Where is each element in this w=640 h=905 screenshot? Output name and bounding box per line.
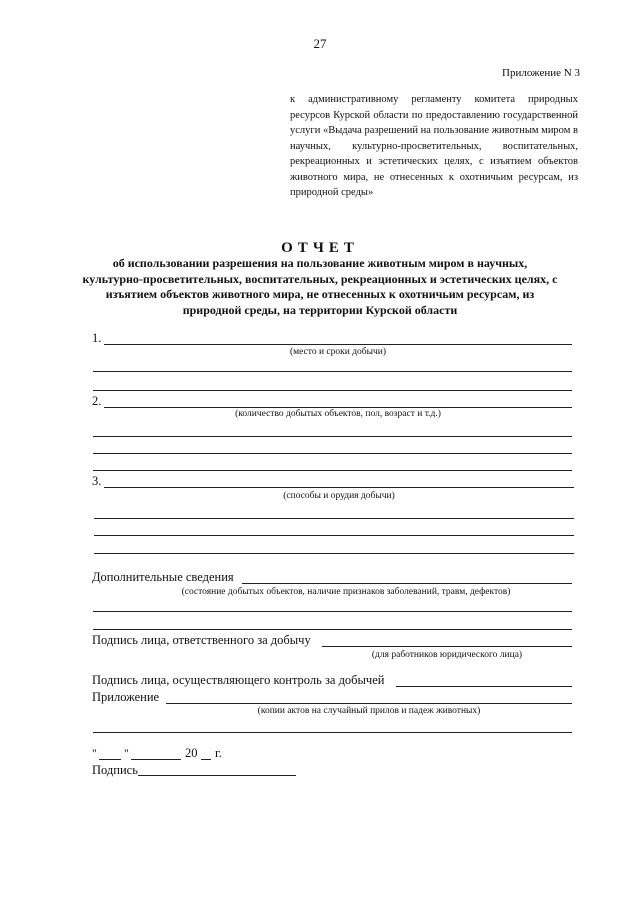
field-2-hint: (количество добытых объектов, пол, возраст и т.д.) [235,409,441,419]
responsible-signature-hint: (для работников юридического лица) [371,650,523,660]
page-number: 27 [313,36,327,51]
appendix-label: Приложение N 3 [502,67,580,79]
field-3-number: 3. [92,474,102,488]
responsible-signature-line[interactable] [322,646,572,647]
field-3-line-4[interactable] [94,553,574,554]
date-day-line[interactable] [99,759,121,760]
field-2-line-2[interactable] [93,436,572,437]
field-1-line-3[interactable] [93,390,572,391]
field-1-hint: (место и сроки добычи) [289,347,387,357]
date-year-suffix: г. [215,746,222,760]
report-subtitle: об использовании разрешения на пользование животным миром в научных, культурно-просветительных, воспитательных, рекреационных и эстетических целях, с изъятием объектов животного мира, не отнесенных к охотничьим ресурсам, из природной среды, на территории Курской области [82,256,558,317]
field-3-line[interactable] [104,487,574,488]
attachment-line-2[interactable] [93,732,572,733]
date-year-prefix: 20 [185,746,198,760]
responsible-signature-label: Подпись лица, ответственного за добычу [92,633,311,647]
field-2-number: 2. [92,394,102,408]
field-1-line-2[interactable] [93,371,572,372]
extra-info-line-3[interactable] [93,629,572,630]
report-title: ОТЧЕТ [281,240,359,256]
field-3-line-3[interactable] [94,535,574,536]
regulation-reference: к административному регламенту комитета природных ресурсов Курской области по предоставлению государственной услуги «Выдача разрешений на пользование животным миром в научных, культурно-просветительных, воспитательных, рекреационных и эстетических целях, с изъятием объектов животного мира, не отнесенных к охотничьим ресурсам, из природной среды» [290,94,578,198]
date-quote-close: " [124,746,129,760]
attachment-hint: (копии актов на случайный прилов и падеж животных) [257,706,481,716]
extra-info-label: Дополнительные сведения [92,570,234,584]
field-3-hint: (способы и орудия добычи) [283,491,395,501]
field-1-line[interactable] [104,344,572,345]
extra-info-line-2[interactable] [93,611,572,612]
control-signature-label: Подпись лица, осуществляющего контроль за добычей [92,673,385,687]
field-3-line-2[interactable] [94,518,574,519]
extra-info-hint: (состояние добытых объектов, наличие признаков заболеваний, травм, дефектов) [181,587,511,597]
date-quote-open: " [92,746,97,760]
attachment-label: Приложение [92,690,160,704]
attachment-line[interactable] [166,703,572,704]
signature-label: Подпись [92,763,138,777]
field-2-line-4[interactable] [93,470,572,471]
field-2-line-3[interactable] [93,453,572,454]
control-signature-line[interactable] [396,686,572,687]
signature-line[interactable] [138,775,296,776]
date-year-line[interactable] [201,759,211,760]
field-2-line[interactable] [104,407,572,408]
field-1-number: 1. [92,331,102,345]
date-month-line[interactable] [131,759,181,760]
extra-info-line[interactable] [242,583,572,584]
